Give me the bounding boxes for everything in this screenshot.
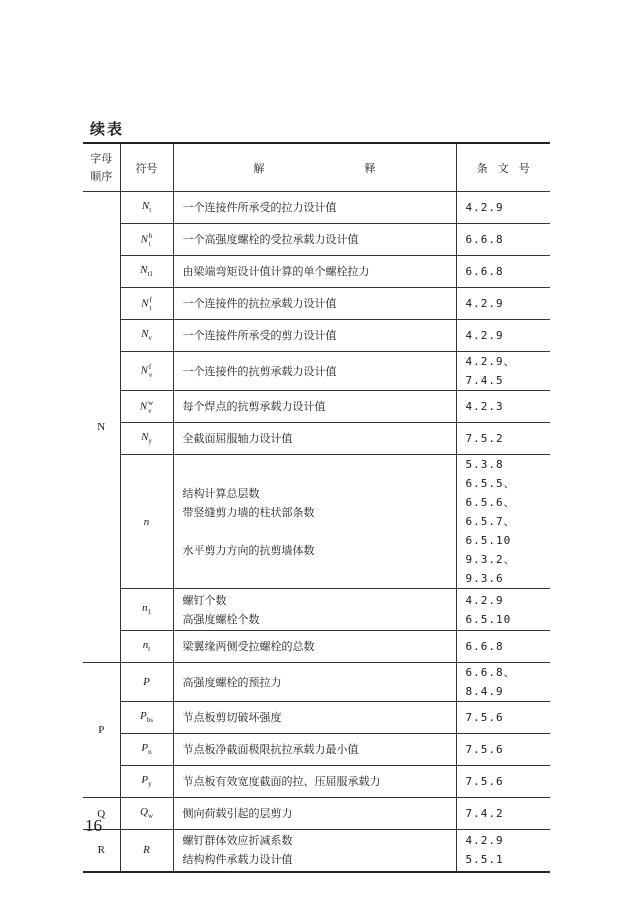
- symbol-cell: [120, 288, 173, 320]
- symbol-base: P: [140, 710, 147, 723]
- page-number: 16: [85, 816, 102, 835]
- symbol-cell: [120, 320, 173, 352]
- symbol-base: n: [143, 515, 150, 528]
- clause-cell: [456, 702, 550, 734]
- description-cell: [173, 455, 456, 589]
- clause-cell: [456, 734, 550, 766]
- symbol-subscript: 1: [147, 608, 151, 617]
- symbol-superscript: b: [148, 231, 153, 240]
- table-row: [83, 830, 550, 872]
- description-line: 一个连接件所承受的拉力设计值: [182, 201, 337, 214]
- clause-line: 7.4.2: [465, 807, 504, 820]
- symbol-subscript: t: [148, 645, 151, 654]
- symbol-cell: [120, 352, 173, 391]
- description-line: 一个连接件所承受的剪力设计值: [182, 329, 337, 342]
- symbol-base: n: [142, 602, 148, 615]
- symbol-base: P: [141, 742, 149, 755]
- table-header-row: [83, 143, 550, 192]
- clause-cell: [456, 288, 550, 320]
- symbol-subscript: v: [148, 406, 152, 415]
- table-row: [83, 631, 550, 663]
- description-cell: [173, 589, 456, 631]
- table-row: [83, 734, 550, 766]
- clause-line: 6.5.10: [465, 612, 512, 626]
- clause-line: 5.3.8: [465, 458, 504, 471]
- description-line: [183, 522, 456, 541]
- symbol-cell: [120, 702, 173, 734]
- table-row: [83, 320, 550, 352]
- clause-line: 6.5.5、6.5.6、: [465, 477, 516, 509]
- header-description-a: 解: [253, 161, 265, 175]
- description-cell: [173, 192, 456, 224]
- header-letter-order-line2: 顺序: [90, 169, 113, 183]
- symbol-cell: [120, 391, 173, 423]
- description-cell: [173, 631, 456, 663]
- table-row: [83, 766, 550, 798]
- symbol-base: Q: [139, 806, 148, 819]
- page-heading: 续表: [90, 120, 125, 138]
- symbol-cell: [120, 589, 173, 631]
- header-letter-order-line1: 字母: [90, 151, 113, 165]
- symbol-base: N: [141, 200, 150, 213]
- clause-line: 7.5.6: [465, 775, 504, 788]
- description-cell: [173, 391, 456, 423]
- symbol-cell: [120, 766, 173, 798]
- symbol-base: P: [141, 774, 149, 787]
- description-line: 一个连接件的抗拉承载力设计值: [182, 297, 337, 310]
- clause-cell: [456, 589, 550, 631]
- clause-line: 7.5.6: [465, 743, 504, 756]
- description-cell: [173, 256, 456, 288]
- symbol-base: R: [143, 844, 150, 857]
- clause-cell: [456, 663, 550, 702]
- description-cell: [173, 830, 456, 872]
- symbol-superscript: f: [149, 295, 152, 304]
- description-line: 结构构件承载力设计值: [182, 853, 293, 867]
- table-row: [83, 288, 550, 320]
- symbol-cell: [120, 734, 173, 766]
- table-row: [83, 224, 550, 256]
- symbol-cell: [120, 830, 173, 872]
- header-description: [173, 143, 456, 192]
- description-line: 高强度螺栓个数: [182, 612, 260, 626]
- symbol-subscript: t: [148, 239, 151, 248]
- clause-line: 9.3.2、9.3.6: [465, 553, 516, 585]
- symbol-base: N: [141, 297, 149, 310]
- description-line: 节点板剪切破坏强度: [182, 711, 282, 724]
- symbol-cell: [120, 192, 173, 224]
- symbol-base: N: [141, 431, 149, 444]
- table-row: [83, 455, 550, 589]
- description-cell: [173, 320, 456, 352]
- description-line: 一个连接件的抗剪承载力设计值: [182, 364, 337, 378]
- table-row: [83, 589, 550, 631]
- description-line: 一个高强度螺栓的受拉承载力设计值: [182, 233, 359, 246]
- clause-line: 4.2.3: [465, 400, 504, 413]
- description-line: 梁翼缘两侧受拉螺栓的总数: [182, 640, 315, 653]
- clause-cell: [456, 224, 550, 256]
- table-row: [83, 352, 550, 391]
- clause-line: 4.2.9: [465, 593, 504, 607]
- clause-line: 6.5.7、6.5.10: [465, 515, 516, 547]
- symbol-cell: [120, 256, 173, 288]
- clause-line: 6.6.8: [465, 640, 504, 653]
- header-letter-order: [83, 143, 120, 192]
- clause-cell: [456, 423, 550, 455]
- symbol-cell: [120, 423, 173, 455]
- clause-cell: [456, 352, 550, 391]
- clause-line: 7.5.6: [465, 711, 504, 724]
- symbol-base: N: [140, 233, 148, 246]
- clause-cell: [456, 830, 550, 872]
- table-row: [83, 192, 550, 224]
- symbol-cell: [120, 663, 173, 702]
- description-line: 由梁端弯矩设计值计算的单个螺栓拉力: [182, 265, 370, 278]
- header-clause: 条文号: [456, 143, 550, 192]
- clause-line: 4.2.9: [465, 834, 504, 848]
- symbol-superscript: w: [148, 398, 154, 407]
- clause-cell: [456, 631, 550, 663]
- description-line: 全截面屈服轴力设计值: [182, 432, 293, 445]
- symbol-base: N: [140, 364, 148, 377]
- description-line: 水平剪力方向的抗剪墙体数: [182, 543, 315, 557]
- clause-cell: [456, 798, 550, 830]
- header-symbol: 符号: [120, 143, 173, 192]
- description-line: 螺钉个数: [182, 593, 227, 607]
- description-line: 节点板有效宽度截面的拉、压屈服承载力: [182, 775, 381, 788]
- description-line: 高强度螺栓的预拉力: [182, 675, 282, 689]
- table-row: [83, 423, 550, 455]
- description-cell: [173, 734, 456, 766]
- table-row: [83, 256, 550, 288]
- symbol-subscript: bs: [146, 716, 153, 725]
- description-line: 侧向荷载引起的层剪力: [182, 807, 293, 820]
- clause-line: 6.6.8: [465, 265, 504, 278]
- description-cell: [173, 224, 456, 256]
- symbol-cell: [120, 631, 173, 663]
- clause-line: 4.2.9: [465, 329, 504, 342]
- description-cell: [173, 288, 456, 320]
- symbol-subscript: t: [149, 206, 152, 215]
- header-description-b: 释: [364, 161, 376, 175]
- description-line: 节点板净截面极限抗拉承载力最小值: [182, 743, 359, 756]
- symbol-subscript: t1: [147, 270, 153, 279]
- symbol-subscript: t: [149, 303, 152, 312]
- clause-line: 7.5.2: [465, 432, 504, 445]
- clause-cell: [456, 455, 550, 589]
- table-body: [83, 192, 550, 872]
- group-letter: P: [83, 663, 120, 798]
- symbol-base: n: [142, 639, 149, 652]
- description-cell: [173, 663, 456, 702]
- symbol-subscript: y: [148, 780, 152, 789]
- clause-line: 4.2.9: [465, 297, 504, 310]
- table-row: [83, 663, 550, 702]
- group-letter: Q: [83, 798, 120, 830]
- description-cell: [173, 352, 456, 391]
- clause-line: 4.2.9、7.4.5: [465, 355, 516, 387]
- symbol-subscript: y: [148, 437, 152, 446]
- clause-line: 4.2.9: [465, 201, 504, 214]
- symbols-table: [83, 142, 550, 873]
- description-line: 螺钉群体效应折减系数: [182, 834, 293, 848]
- clause-cell: [456, 192, 550, 224]
- description-cell: [173, 702, 456, 734]
- table-row: [83, 391, 550, 423]
- description-line: 带竖缝剪力墙的柱状部条数: [182, 505, 315, 519]
- symbol-subscript: n: [148, 748, 152, 757]
- group-letter: N: [83, 192, 120, 663]
- description-line: 结构计算总层数: [182, 486, 260, 500]
- table-row: [83, 702, 550, 734]
- symbol-subscript: v: [148, 371, 153, 379]
- description-cell: [173, 798, 456, 830]
- symbol-base: P: [143, 676, 150, 688]
- symbol-base: N: [141, 328, 149, 341]
- clause-cell: [456, 766, 550, 798]
- clause-line: 5.5.1: [465, 853, 504, 867]
- table-row: [83, 798, 550, 830]
- description-line: 每个焊点的抗剪承载力设计值: [182, 400, 326, 413]
- symbol-subscript: v: [148, 334, 152, 343]
- group-letter: R: [83, 830, 120, 872]
- description-cell: [173, 423, 456, 455]
- clause-line: 6.6.8、8.4.9: [465, 666, 516, 698]
- symbol-cell: [120, 224, 173, 256]
- clause-cell: [456, 391, 550, 423]
- symbol-superscript: f: [148, 363, 152, 371]
- clause-line: 6.6.8: [465, 233, 504, 246]
- description-cell: [173, 766, 456, 798]
- symbol-cell: [120, 455, 173, 589]
- symbol-subscript: w: [147, 812, 153, 821]
- symbol-base: N: [140, 264, 148, 277]
- clause-cell: [456, 256, 550, 288]
- clause-cell: [456, 320, 550, 352]
- symbol-cell: [120, 798, 173, 830]
- symbol-base: N: [139, 400, 148, 413]
